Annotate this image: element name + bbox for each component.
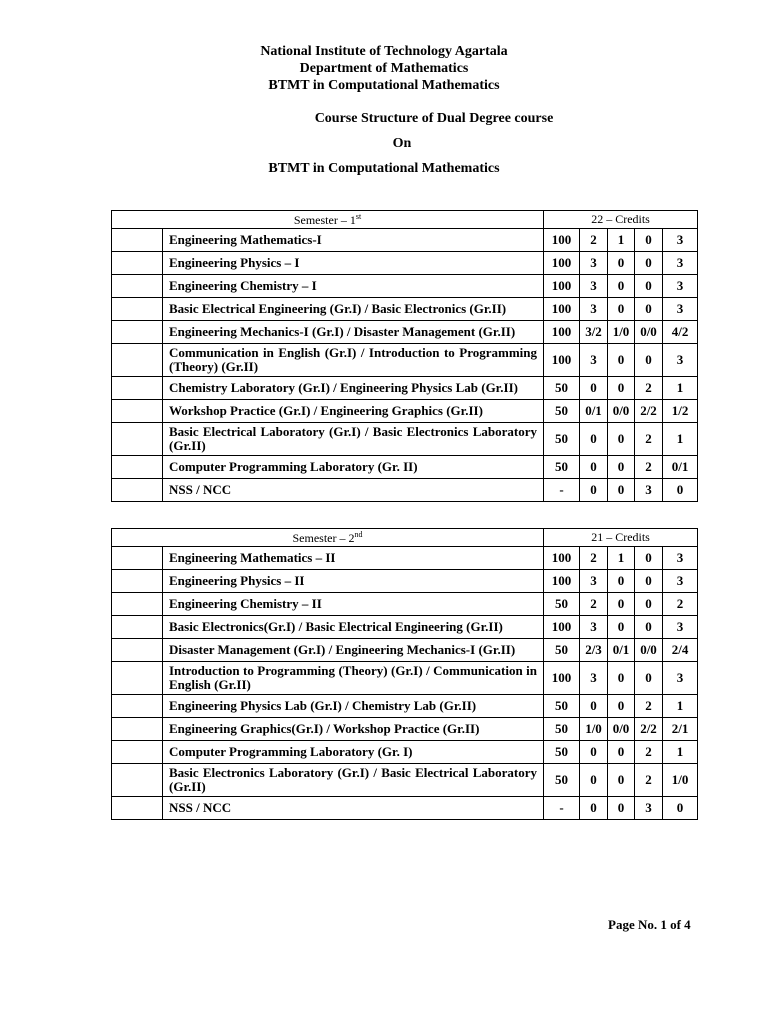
course-credit: 3 xyxy=(663,275,698,298)
row-blank-cell xyxy=(112,229,163,252)
course-lecture: 0 xyxy=(580,377,608,400)
course-row xyxy=(112,479,698,502)
course-lecture: 2/3 xyxy=(580,639,608,662)
course-credit: 2 xyxy=(663,593,698,616)
course-marks: 100 xyxy=(544,344,580,377)
semester-header-row xyxy=(112,211,698,229)
course-credit: 3 xyxy=(663,616,698,639)
course-practical: 2 xyxy=(635,741,663,764)
course-subject: Introduction to Programming (Theory) (Gr.I) / Communication in English (Gr.II) xyxy=(163,662,544,695)
course-credit: 1 xyxy=(663,377,698,400)
program-name-repeat: BTMT in Computational Mathematics xyxy=(268,161,500,176)
course-subject: Basic Electrical Engineering (Gr.I) / Basic Electronics (Gr.II) xyxy=(163,298,544,321)
course-practical: 0 xyxy=(635,547,663,570)
course-row xyxy=(112,298,698,321)
course-marks: - xyxy=(544,479,580,502)
course-marks: 50 xyxy=(544,400,580,423)
course-marks: 50 xyxy=(544,377,580,400)
course-practical: 2/2 xyxy=(635,400,663,423)
course-credit: 0 xyxy=(663,479,698,502)
course-marks: 50 xyxy=(544,741,580,764)
course-row xyxy=(112,321,698,344)
course-tutorial: 0 xyxy=(608,423,635,456)
course-lecture: 0 xyxy=(580,741,608,764)
institute-name: National Institute of Technology Agartala xyxy=(260,44,508,59)
row-blank-cell xyxy=(112,321,163,344)
course-row xyxy=(112,423,698,456)
course-subject: Basic Electronics Laboratory (Gr.I) / Basic Electrical Laboratory (Gr.II) xyxy=(163,764,544,797)
course-tutorial: 0/1 xyxy=(608,639,635,662)
course-subject: Engineering Graphics(Gr.I) / Workshop Practice (Gr.II) xyxy=(163,718,544,741)
course-row xyxy=(112,456,698,479)
course-practical: 0/0 xyxy=(635,321,663,344)
course-tutorial: 0 xyxy=(608,616,635,639)
course-credit: 3 xyxy=(663,344,698,377)
row-blank-cell xyxy=(112,456,163,479)
course-subject: Computer Programming Laboratory (Gr. I) xyxy=(163,741,544,764)
course-practical: 3 xyxy=(635,797,663,820)
course-practical: 0 xyxy=(635,298,663,321)
course-tutorial: 0 xyxy=(608,275,635,298)
row-blank-cell xyxy=(112,695,163,718)
row-blank-cell xyxy=(112,252,163,275)
course-row xyxy=(112,275,698,298)
course-row xyxy=(112,662,698,695)
row-blank-cell xyxy=(112,616,163,639)
course-subject: Basic Electrical Laboratory (Gr.I) / Basic Electronics Laboratory (Gr.II) xyxy=(163,423,544,456)
course-tutorial: 0 xyxy=(608,570,635,593)
course-credit: 1 xyxy=(663,741,698,764)
row-blank-cell xyxy=(112,570,163,593)
course-lecture: 0/1 xyxy=(580,400,608,423)
course-marks: 50 xyxy=(544,639,580,662)
row-blank-cell xyxy=(112,764,163,797)
course-practical: 2 xyxy=(635,423,663,456)
course-practical: 2 xyxy=(635,456,663,479)
course-credit: 0 xyxy=(663,797,698,820)
course-tutorial: 1/0 xyxy=(608,321,635,344)
row-blank-cell xyxy=(112,741,163,764)
course-tutorial: 0 xyxy=(608,764,635,797)
course-credit: 1/0 xyxy=(663,764,698,797)
row-blank-cell xyxy=(112,593,163,616)
row-blank-cell xyxy=(112,423,163,456)
course-tutorial: 1 xyxy=(608,229,635,252)
course-tutorial: 0 xyxy=(608,298,635,321)
course-subject: Engineering Physics – I xyxy=(163,252,544,275)
course-row xyxy=(112,570,698,593)
course-credit: 2/4 xyxy=(663,639,698,662)
course-row xyxy=(112,377,698,400)
course-row xyxy=(112,547,698,570)
course-marks: 100 xyxy=(544,229,580,252)
course-lecture: 0 xyxy=(580,695,608,718)
course-marks: 50 xyxy=(544,764,580,797)
semester-title: Semester – 1st xyxy=(112,211,544,229)
course-marks: 50 xyxy=(544,695,580,718)
row-blank-cell xyxy=(112,298,163,321)
course-practical: 2/2 xyxy=(635,718,663,741)
course-credit: 3 xyxy=(663,229,698,252)
course-marks: 100 xyxy=(544,298,580,321)
course-marks: 50 xyxy=(544,593,580,616)
course-marks: - xyxy=(544,797,580,820)
course-lecture: 3 xyxy=(580,298,608,321)
course-subject: Engineering Mathematics-I xyxy=(163,229,544,252)
course-row xyxy=(112,718,698,741)
course-credit: 2/1 xyxy=(663,718,698,741)
course-tutorial: 1 xyxy=(608,547,635,570)
course-lecture: 3/2 xyxy=(580,321,608,344)
course-credit: 1/2 xyxy=(663,400,698,423)
course-marks: 100 xyxy=(544,662,580,695)
course-row xyxy=(112,639,698,662)
course-lecture: 3 xyxy=(580,344,608,377)
course-lecture: 0 xyxy=(580,764,608,797)
course-marks: 100 xyxy=(544,252,580,275)
course-tutorial: 0 xyxy=(608,344,635,377)
course-subject: Communication in English (Gr.I) / Introduction to Programming (Theory) (Gr.II) xyxy=(163,344,544,377)
course-credit: 1 xyxy=(663,695,698,718)
course-subject: Engineering Physics Lab (Gr.I) / Chemistry Lab (Gr.II) xyxy=(163,695,544,718)
course-practical: 0 xyxy=(635,570,663,593)
course-practical: 2 xyxy=(635,377,663,400)
semester-header-row xyxy=(112,529,698,547)
course-marks: 50 xyxy=(544,456,580,479)
course-lecture: 1/0 xyxy=(580,718,608,741)
course-lecture: 3 xyxy=(580,252,608,275)
course-lecture: 0 xyxy=(580,797,608,820)
course-subject: Engineering Chemistry – I xyxy=(163,275,544,298)
course-tutorial: 0 xyxy=(608,377,635,400)
semester-credits: 22 – Credits xyxy=(544,211,698,229)
course-practical: 0 xyxy=(635,616,663,639)
course-practical: 0 xyxy=(635,662,663,695)
row-blank-cell xyxy=(112,797,163,820)
course-subject: Engineering Mathematics – II xyxy=(163,547,544,570)
course-tutorial: 0 xyxy=(608,797,635,820)
course-subject: Workshop Practice (Gr.I) / Engineering Graphics (Gr.II) xyxy=(163,400,544,423)
course-row xyxy=(112,797,698,820)
course-marks: 100 xyxy=(544,570,580,593)
course-lecture: 3 xyxy=(580,662,608,695)
course-row xyxy=(112,695,698,718)
course-practical: 0 xyxy=(635,275,663,298)
course-practical: 0 xyxy=(635,252,663,275)
department-name: Department of Mathematics xyxy=(299,61,469,76)
course-subject: Engineering Physics – II xyxy=(163,570,544,593)
course-row xyxy=(112,344,698,377)
course-lecture: 3 xyxy=(580,570,608,593)
course-row xyxy=(112,400,698,423)
row-blank-cell xyxy=(112,400,163,423)
course-structure-title: Course Structure of Dual Degree course xyxy=(314,111,554,126)
course-subject: Disaster Management (Gr.I) / Engineering Mechanics-I (Gr.II) xyxy=(163,639,544,662)
course-credit: 1 xyxy=(663,423,698,456)
course-row xyxy=(112,229,698,252)
course-practical: 0 xyxy=(635,344,663,377)
row-blank-cell xyxy=(112,377,163,400)
course-marks: 50 xyxy=(544,718,580,741)
course-subject: Engineering Mechanics-I (Gr.I) / Disaster Management (Gr.II) xyxy=(163,321,544,344)
course-lecture: 0 xyxy=(580,479,608,502)
course-lecture: 2 xyxy=(580,229,608,252)
course-practical: 0 xyxy=(635,593,663,616)
row-blank-cell xyxy=(112,547,163,570)
program-name: BTMT in Computational Mathematics xyxy=(268,78,500,93)
course-credit: 3 xyxy=(663,252,698,275)
semester-credits: 21 – Credits xyxy=(544,529,698,547)
semester-1-table xyxy=(111,210,698,502)
course-row xyxy=(112,741,698,764)
course-tutorial: 0/0 xyxy=(608,718,635,741)
course-marks: 100 xyxy=(544,616,580,639)
course-lecture: 0 xyxy=(580,423,608,456)
course-marks: 50 xyxy=(544,423,580,456)
page-number: Page No. 1 of 4 xyxy=(608,917,691,932)
course-marks: 100 xyxy=(544,547,580,570)
row-blank-cell xyxy=(112,479,163,502)
course-tutorial: 0 xyxy=(608,479,635,502)
course-marks: 100 xyxy=(544,275,580,298)
course-tutorial: 0 xyxy=(608,252,635,275)
semester-title: Semester – 2nd xyxy=(112,529,544,547)
course-tutorial: 0 xyxy=(608,741,635,764)
course-tutorial: 0 xyxy=(608,593,635,616)
semester-2-table xyxy=(111,528,698,820)
course-subject: Chemistry Laboratory (Gr.I) / Engineering Physics Lab (Gr.II) xyxy=(163,377,544,400)
row-blank-cell xyxy=(112,718,163,741)
course-lecture: 3 xyxy=(580,275,608,298)
course-practical: 2 xyxy=(635,695,663,718)
course-tutorial: 0 xyxy=(608,662,635,695)
course-row xyxy=(112,593,698,616)
course-lecture: 3 xyxy=(580,616,608,639)
course-tutorial: 0/0 xyxy=(608,400,635,423)
course-subject: NSS / NCC xyxy=(163,479,544,502)
course-lecture: 2 xyxy=(580,547,608,570)
course-row xyxy=(112,252,698,275)
course-subject: Computer Programming Laboratory (Gr. II) xyxy=(163,456,544,479)
on-label: On xyxy=(392,136,412,151)
course-subject: Engineering Chemistry – II xyxy=(163,593,544,616)
course-tutorial: 0 xyxy=(608,695,635,718)
course-practical: 2 xyxy=(635,764,663,797)
course-row xyxy=(112,616,698,639)
course-lecture: 0 xyxy=(580,456,608,479)
course-subject: NSS / NCC xyxy=(163,797,544,820)
row-blank-cell xyxy=(112,662,163,695)
course-subject: Basic Electronics(Gr.I) / Basic Electrical Engineering (Gr.II) xyxy=(163,616,544,639)
course-credit: 4/2 xyxy=(663,321,698,344)
course-tutorial: 0 xyxy=(608,456,635,479)
course-credit: 3 xyxy=(663,547,698,570)
course-credit: 3 xyxy=(663,298,698,321)
course-credit: 3 xyxy=(663,570,698,593)
course-marks: 100 xyxy=(544,321,580,344)
course-practical: 0 xyxy=(635,229,663,252)
course-credit: 3 xyxy=(663,662,698,695)
course-practical: 3 xyxy=(635,479,663,502)
row-blank-cell xyxy=(112,275,163,298)
course-practical: 0/0 xyxy=(635,639,663,662)
row-blank-cell xyxy=(112,344,163,377)
course-lecture: 2 xyxy=(580,593,608,616)
row-blank-cell xyxy=(112,639,163,662)
course-credit: 0/1 xyxy=(663,456,698,479)
course-row xyxy=(112,764,698,797)
